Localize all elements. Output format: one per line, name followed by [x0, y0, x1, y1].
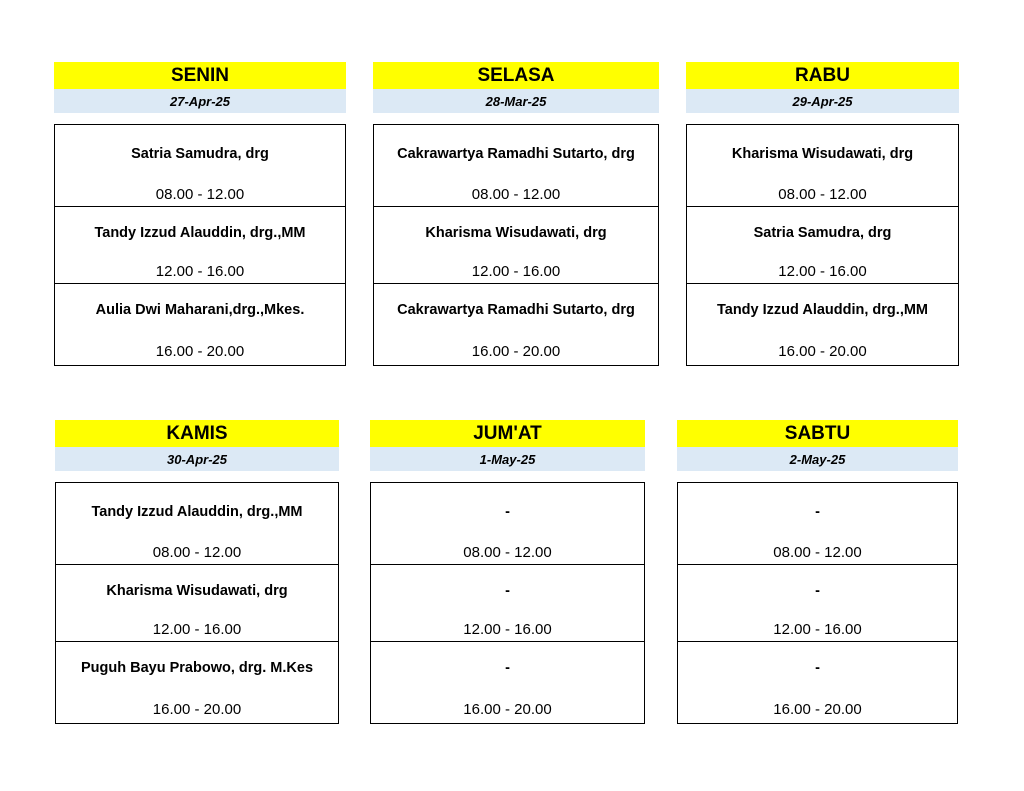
schedule-slots — [54, 124, 346, 366]
doctor-name: Tandy Izzud Alauddin, drg.,MM — [91, 504, 303, 520]
day-kamis — [55, 420, 339, 725]
doctor-name: Cakrawartya Ramadhi Sutarto, drg — [397, 302, 635, 318]
slot-time: 16.00 - 20.00 — [471, 343, 561, 360]
schedule-slot — [374, 283, 658, 367]
schedule-slots — [686, 124, 959, 366]
schedule-slot — [55, 206, 345, 283]
slot-time: 16.00 - 20.00 — [152, 701, 242, 718]
doctor-name: - — [815, 660, 820, 676]
schedule-slot — [371, 641, 644, 725]
day-date: 27-Apr-25 — [54, 89, 346, 113]
doctor-name: - — [815, 504, 820, 520]
doctor-name: Satria Samudra, drg — [753, 225, 892, 241]
schedule-slot — [687, 206, 958, 283]
schedule-slot — [687, 125, 958, 206]
day-name: RABU — [686, 62, 959, 89]
slot-time: 16.00 - 20.00 — [778, 343, 867, 360]
doctor-name: Tandy Izzud Alauddin, drg.,MM — [716, 302, 929, 318]
schedule-slots — [677, 482, 958, 724]
day-name: SELASA — [373, 62, 659, 89]
doctor-name: Kharisma Wisudawati, drg — [731, 146, 914, 162]
slot-time: 08.00 - 12.00 — [155, 186, 245, 203]
day-date: 2-May-25 — [677, 447, 958, 471]
doctor-name: Aulia Dwi Maharani,drg.,Mkes. — [95, 302, 305, 318]
doctor-name: Satria Samudra, drg — [131, 146, 269, 162]
day-date: 29-Apr-25 — [686, 89, 959, 113]
slot-time: 08.00 - 12.00 — [471, 186, 561, 203]
day-senin — [54, 62, 346, 367]
day-selasa — [373, 62, 659, 367]
slot-time: 08.00 - 12.00 — [778, 186, 867, 203]
slot-time: 12.00 - 16.00 — [155, 263, 245, 280]
day-name: JUM'AT — [370, 420, 645, 447]
day-rabu — [686, 62, 959, 367]
doctor-name: Puguh Bayu Prabowo, drg. M.Kes — [80, 660, 314, 676]
schedule-slot — [371, 483, 644, 564]
schedule-slots — [55, 482, 339, 724]
doctor-name: Kharisma Wisudawati, drg — [106, 583, 288, 599]
schedule-slot — [56, 483, 338, 564]
day-date: 28-Mar-25 — [373, 89, 659, 113]
schedule-slot — [55, 283, 345, 367]
doctor-name: - — [505, 660, 510, 676]
schedule-slot — [371, 564, 644, 641]
slot-time: 12.00 - 16.00 — [471, 263, 561, 280]
slot-time: 12.00 - 16.00 — [773, 621, 862, 638]
day-sabtu — [677, 420, 958, 725]
doctor-name: Cakrawartya Ramadhi Sutarto, drg — [397, 146, 635, 162]
day-name: KAMIS — [55, 420, 339, 447]
slot-time: 12.00 - 16.00 — [463, 621, 552, 638]
day-name: SABTU — [677, 420, 958, 447]
schedule-slot — [374, 125, 658, 206]
schedule-slot — [678, 641, 957, 725]
schedule-slot — [55, 125, 345, 206]
day-date: 1-May-25 — [370, 447, 645, 471]
schedule-slot — [678, 483, 957, 564]
doctor-name: Tandy Izzud Alauddin, drg.,MM — [94, 225, 306, 241]
schedule-slot — [687, 283, 958, 367]
day-jumat — [370, 420, 645, 725]
schedule-slot — [56, 564, 338, 641]
slot-time: 08.00 - 12.00 — [773, 544, 862, 561]
doctor-name: - — [505, 504, 510, 520]
slot-time: 12.00 - 16.00 — [778, 263, 867, 280]
slot-time: 16.00 - 20.00 — [463, 701, 552, 718]
schedule-slots — [370, 482, 645, 724]
doctor-name: Kharisma Wisudawati, drg — [425, 225, 607, 241]
doctor-name: - — [815, 583, 820, 599]
slot-time: 16.00 - 20.00 — [155, 343, 245, 360]
schedule-slot — [56, 641, 338, 725]
schedule-slot — [374, 206, 658, 283]
slot-time: 16.00 - 20.00 — [773, 701, 862, 718]
slot-time: 12.00 - 16.00 — [152, 621, 242, 638]
day-date: 30-Apr-25 — [55, 447, 339, 471]
day-name: SENIN — [54, 62, 346, 89]
slot-time: 08.00 - 12.00 — [463, 544, 552, 561]
schedule-slots — [373, 124, 659, 366]
slot-time: 08.00 - 12.00 — [152, 544, 242, 561]
doctor-name: - — [505, 583, 510, 599]
schedule-slot — [678, 564, 957, 641]
